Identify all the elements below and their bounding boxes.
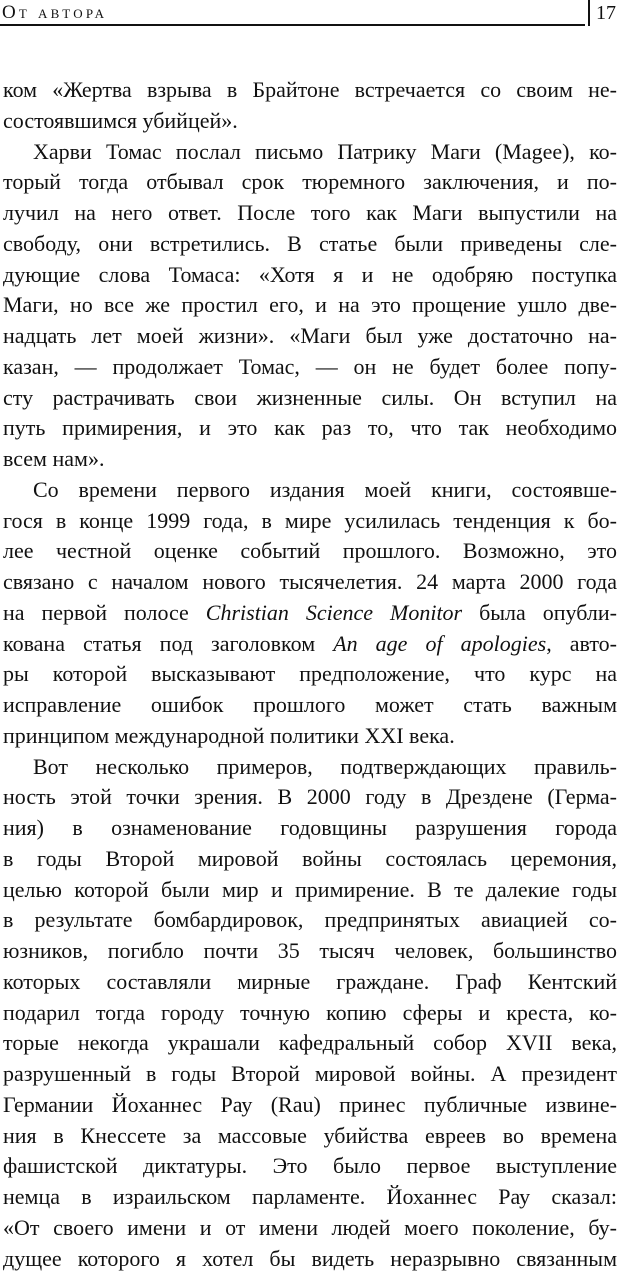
text-line xyxy=(0,536,620,567)
text-run: лучил на него ответ. После того как Маги выпустили на xyxy=(3,200,617,225)
text-run: ком «Жертва взрыва в Брайтоне встречается со своим не- xyxy=(3,77,617,102)
text-run: подарил тогда городу точную копию сферы и креста, ко- xyxy=(3,1000,617,1025)
text-run: ры которой высказывают предположение, что курс на xyxy=(3,661,617,686)
text-run: состоявшимся убийцей». xyxy=(3,108,238,133)
text-run: немца в израильском парламенте. Йоханнес Рау сказал: xyxy=(3,1184,617,1209)
text-run: исправление ошибок прошлого может стать важным xyxy=(3,692,617,717)
text-line xyxy=(0,629,620,660)
text-line xyxy=(0,137,620,168)
text-line xyxy=(0,1244,620,1274)
text-line xyxy=(0,752,620,783)
text-run: всем нам». xyxy=(3,446,104,471)
text-run: «От своего имени и от имени людей моего поколение, бу- xyxy=(3,1215,617,1240)
text-run: ность этой точки зрения. В 2000 году в Дрездене (Герма- xyxy=(3,784,617,809)
text-line xyxy=(0,782,620,813)
text-line xyxy=(0,290,620,321)
text-run: целью которой были мир и примирение. В те далекие годы xyxy=(3,877,617,902)
italic-title: Christian Science Monitor xyxy=(206,600,462,625)
text-line xyxy=(0,167,620,198)
text-run: была опубли- xyxy=(462,600,617,625)
text-run: ния в Кнессете за массовые убийства евреев во времена xyxy=(3,1123,617,1148)
text-run: фашистской диктатуры. Это было первое выступление xyxy=(3,1153,617,1178)
text-run: лее честной оценке событий прошлого. Возможно, это xyxy=(3,538,617,563)
text-line xyxy=(0,352,620,383)
text-line xyxy=(0,598,620,629)
text-line xyxy=(0,1059,620,1090)
text-run: путь примирения, и это как раз то, что так необходимо xyxy=(3,415,617,440)
text-run: сту растрачивать свои жизненные силы. Он вступил на xyxy=(3,385,617,410)
text-line xyxy=(0,1213,620,1244)
text-run: дущее которого я хотел бы видеть неразрывно связанным xyxy=(3,1246,617,1271)
text-line xyxy=(0,567,620,598)
text-line xyxy=(0,106,620,137)
text-run: связано с началом нового тысячелетия. 24 марта 2000 года xyxy=(3,569,617,594)
text-run: кована статья под заголовком xyxy=(3,631,333,656)
text-line xyxy=(0,967,620,998)
text-run: Харви Томас послал письмо Патрику Маги (Magee), ко- xyxy=(33,139,617,164)
text-run: принципом международной политики XXI века. xyxy=(3,723,455,748)
text-line xyxy=(0,444,620,475)
running-header xyxy=(0,0,620,30)
text-run: на первой полосе xyxy=(3,600,206,625)
text-run: свободу, они встретились. В статье были приведены сле- xyxy=(3,231,617,256)
text-line xyxy=(0,260,620,291)
text-run: торый тогда отбывал срок тюремного заключения, и по- xyxy=(3,169,617,194)
running-head-title: От автора xyxy=(2,3,107,23)
text-line xyxy=(0,659,620,690)
text-run: , авто- xyxy=(546,631,617,656)
body-text xyxy=(0,75,620,1274)
text-line xyxy=(0,413,620,444)
text-run: Германии Йоханнес Рау (Rau) принес публичные извине- xyxy=(3,1092,617,1117)
text-run: надцать лет моей жизни». «Маги был уже достаточно на- xyxy=(3,323,617,348)
text-run: юзников, погибло почти 35 тысяч человек, большинство xyxy=(3,938,617,963)
text-line xyxy=(0,475,620,506)
text-run: гося в конце 1999 года, в мире усилилась тенденция к бо- xyxy=(3,508,617,533)
page-number: 17 xyxy=(596,2,616,24)
text-line xyxy=(0,875,620,906)
text-run: которых составляли мирные граждане. Граф Кентский xyxy=(3,969,617,994)
text-line xyxy=(0,1028,620,1059)
text-run: в годы Второй мировой войны состоялась церемония, xyxy=(3,846,617,871)
text-line xyxy=(0,321,620,352)
text-line xyxy=(0,844,620,875)
text-line xyxy=(0,198,620,229)
text-line xyxy=(0,1151,620,1182)
text-run: Со времени первого издания моей книги, состоявше- xyxy=(33,477,617,502)
text-line xyxy=(0,690,620,721)
text-run: в результате бомбардировок, предпринятых авиацией со- xyxy=(3,907,617,932)
text-line xyxy=(0,721,620,752)
header-rule xyxy=(0,24,585,26)
text-line xyxy=(0,813,620,844)
text-line xyxy=(0,1121,620,1152)
text-run: казан, — продолжает Томас, — он не будет более попу- xyxy=(3,354,617,379)
text-line xyxy=(0,905,620,936)
text-line xyxy=(0,75,620,106)
text-run: торые некогда украшали кафедральный собор XVII века, xyxy=(3,1030,617,1055)
text-line xyxy=(0,1182,620,1213)
text-line xyxy=(0,936,620,967)
text-line xyxy=(0,1090,620,1121)
text-run: дующие слова Томаса: «Хотя я и не одобряю поступка xyxy=(3,262,617,287)
text-line xyxy=(0,506,620,537)
text-line xyxy=(0,229,620,260)
italic-title: An age of apologies xyxy=(333,631,546,656)
text-line xyxy=(0,998,620,1029)
text-run: Маги, но все же простил его, и на это прощение ушло две- xyxy=(3,292,617,317)
text-run: Вот несколько примеров, подтверждающих правиль- xyxy=(33,754,617,779)
text-run: ния) в ознаменование годовщины разрушения города xyxy=(3,815,617,840)
page-number-separator xyxy=(588,0,590,26)
text-run: разрушенный в годы Второй мировой войны. А президент xyxy=(3,1061,617,1086)
text-line xyxy=(0,383,620,414)
